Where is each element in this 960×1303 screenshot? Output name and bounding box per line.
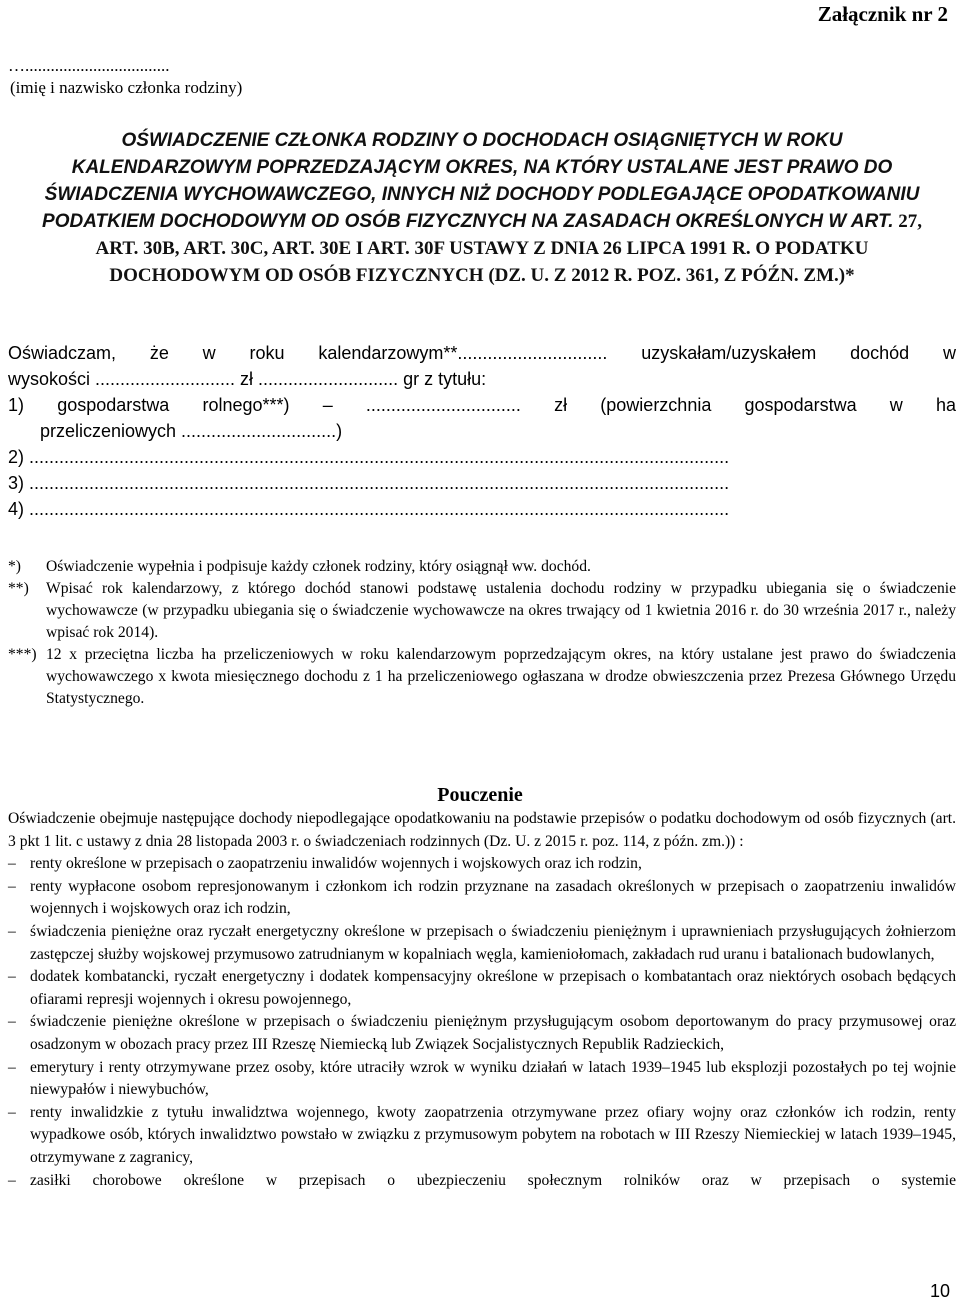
title-upright: 27, ART. 30B, ART. 30C, ART. 30E I ART. 30F USTAWY Z DNIA 26 LIPCA 1991 R. O PODATKU DOCHODOWYM OD OSÓB FIZYCZNYCH (DZ. U. Z 2012 R. POZ. 361, Z PÓŹN. ZM.)*	[95, 211, 922, 286]
footnote-text: 12 x przeciętna liczba ha przeliczeniowych w roku kalendarzowym poprzedzającym okres, na który ustalane jest prawo do świadczenia wychowawczego x kwota miesięcznego dochodu z 1 ha przeliczeniowego ogłaszana w drodze obwieszczenia przez Prezesa Głównego Urzędu Statystycznego.	[46, 646, 956, 707]
footnote-text: Wpisać rok kalendarzowy, z którego dochód stanowi podstawę ustalenia dochodu rodziny w przypadku ubiegania się o świadczenie wychowawcze (w przypadku ubiegania się o świadczenie wychowawcze na okres trwający od 1 kwietnia 2016 r. do 30 września 2017 r., należy wpisać rok 2014).	[46, 580, 956, 641]
dash-bullet-icon: ‒	[8, 922, 16, 940]
footnote	[8, 556, 956, 578]
income-item-4: 4) ............................................................................................................................................	[8, 499, 730, 519]
list-item-text: dodatek kombatancki, ryczałt energetyczny i dodatek kompensacyjny określone w przepisach o kombatantach oraz niektórych osobach będących ofiarami represji wojennych i okresu powojennego,	[30, 968, 956, 1008]
document-title	[32, 127, 932, 289]
list-item-text: renty wypłacone osobom represjonowanym i członkom ich rodzin przyznane na zasadach określonych w przepisach o zaopatrzeniu inwalidów wojennych i wojskowych oraz ich rodzin,	[30, 877, 956, 918]
name-dotted-line: …..................................	[8, 56, 170, 75]
annex-label: Załącznik nr 2	[817, 2, 948, 26]
income-item-2: 2) ............................................................................................................................................	[8, 447, 730, 467]
pouczenie-intro: Oświadczenie obejmuje następujące dochody niepodlegające opodatkowaniu na podstawie przepisów o podatku dochodowym od osób fizycznych (art. 3 pkt 1 lit. c ustawy z dnia 28 listopada 2003 r. o świadczeniach rodzinnych (Dz. U. z 2015 r. poz. 114, z późn. zm.)) :	[8, 810, 956, 850]
list-item-text: świadczenie pieniężne określone w przepisach o świadczeniu pieniężnym przysługującym osobom deportowanym do pracy przymusowej oraz osadzonym w obozach pracy przez III Rzeszę Niemiecką lub Związek Socjalistycznych Republik Radzieckich,	[30, 1013, 956, 1053]
income-item-3: 3) ............................................................................................................................................	[8, 473, 730, 493]
dash-bullet-icon: ‒	[8, 855, 16, 873]
dash-bullet-icon: ‒	[8, 877, 16, 895]
footnote-mark: **)	[8, 580, 29, 597]
list-item-text: zasiłki chorobowe określone w przepisach o ubezpieczeniu społecznym rolników oraz w przepisach o systemie	[30, 1171, 956, 1189]
declaration	[8, 340, 956, 522]
footnote	[8, 578, 956, 644]
dash-bullet-icon: ‒	[8, 968, 16, 986]
list-item	[8, 1057, 956, 1102]
dash-bullet-icon: ‒	[8, 1058, 16, 1076]
footnote-text: Oświadczenie wypełnia i podpisuje każdy członek rodziny, który osiągnął ww. dochód.	[46, 558, 591, 575]
pouczenie-section	[8, 808, 956, 1192]
name-label: (imię i nazwisko członka rodziny)	[10, 78, 243, 97]
pouczenie-title: Pouczenie	[437, 784, 523, 806]
list-item-text: renty inwalidzkie z tytułu inwalidztwa wojennego, kwoty zaopatrzenia otrzymywane przez ofiary wojny oraz członków ich rodzin, renty wypadkowe osób, których inwalidztwo powstało w związku z przymusowym pobytem na robotach w III Rzeszy Niemieckiej w latach 1939‒1945, otrzymywane z zagranicy,	[30, 1103, 956, 1166]
list-item-text: świadczenia pieniężne oraz ryczałt energetyczny określone w przepisach o świadczeniu pieniężnym i uprawnieniach przysługujących żołnierzom zastępczej służby wojskowej przymusowo zatrudnianym w kopalniach węgla, kamieniołomach, zakładach rud uranu i batalionach budowlanych,	[30, 922, 956, 963]
footnotes	[8, 556, 956, 710]
list-item-text: emerytury i renty otrzymywane przez osoby, które utraciły wzrok w wyniku działań w latach 1939‒1945 lub eksplozji pozostałych po tej wojnie niewypałów i niewybuchów,	[30, 1058, 956, 1099]
declaration-line-2: wysokości ............................ zł ............................ gr z tytułu:	[8, 369, 487, 389]
income-item-1: 1) gospodarstwa rolnego***) ‒ ............................... zł (powierzchnia gospodarstwa w ha	[8, 395, 956, 415]
footnote-mark: *)	[8, 558, 21, 575]
dash-bullet-icon: ‒	[8, 1103, 16, 1121]
list-item	[8, 1170, 956, 1193]
dash-bullet-icon: ‒	[8, 1013, 16, 1031]
page-number: 10	[929, 1281, 950, 1301]
footnote-mark: ***)	[8, 646, 37, 663]
dash-bullet-icon: ‒	[8, 1171, 16, 1189]
declaration-line-1: Oświadczam, że w roku kalendarzowym**.............................. uzyskałam/uzyskałem dochód w	[8, 343, 956, 363]
title-italic: OŚWIADCZENIE CZŁONKA RODZINY O DOCHODACH OSIĄGNIĘTYCH W ROKU KALENDARZOWYM POPRZEDZAJĄCYM OKRES, NA KTÓRY USTALANE JEST PRAWO DO ŚWIADCZENIA WYCHOWAWCZEGO, INNYCH NIŻ DOCHODY PODLEGAJĄCE OPODATKOWANIU PODATKIEM DOCHODOWYM OD OSÓB FIZYCZNYCH NA ZASADACH OKREŚLONYCH W ART.	[42, 130, 920, 232]
list-item	[8, 876, 956, 921]
list-item	[8, 966, 956, 1011]
footnote	[8, 644, 956, 710]
list-item-text: renty określone w przepisach o zaopatrzeniu inwalidów wojennych i wojskowych oraz ich rodzin,	[30, 855, 642, 873]
income-item-1-cont: przeliczeniowych ...............................)	[40, 421, 343, 441]
list-item	[8, 1102, 956, 1170]
list-item	[8, 921, 956, 966]
list-item	[8, 1011, 956, 1056]
list-item	[8, 853, 956, 876]
